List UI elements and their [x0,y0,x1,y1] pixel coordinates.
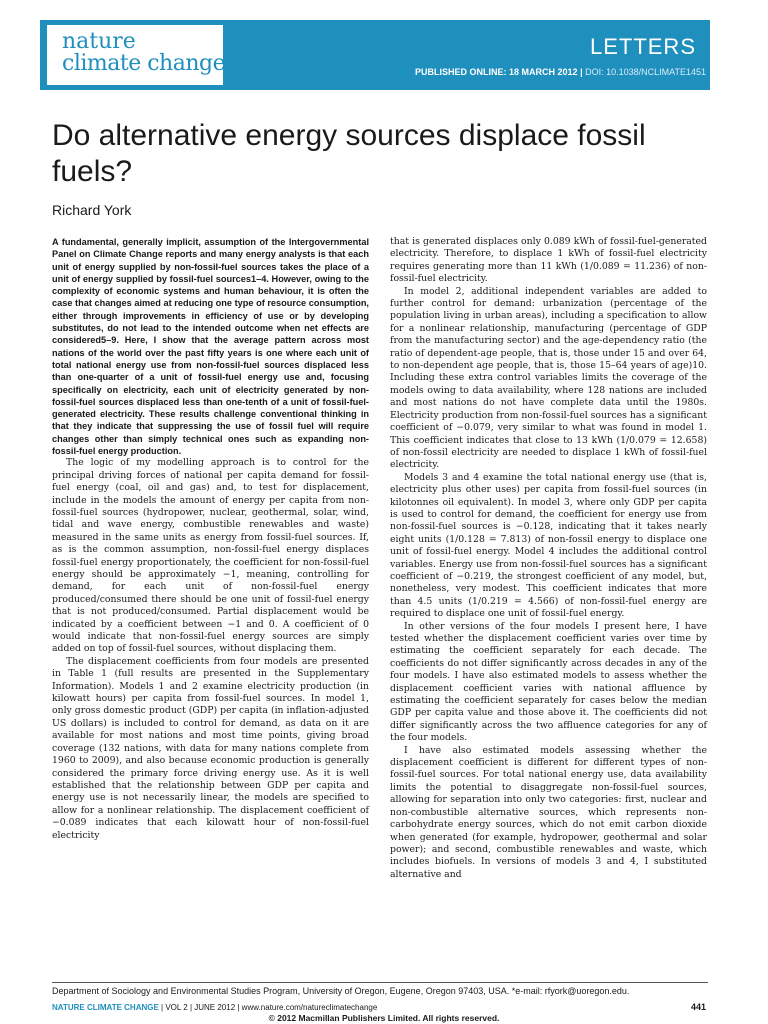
body-paragraph: The logic of my modelling approach is to control for the principal driving forces of national per capita demand for fossil-fuel energy (coal, oil and gas) and, to test for displacement, include in the models the amount of energy per capita from non-fossil-fuel sources (hydropower, nuclear, geothermal, solar, wind, tidal and wave energy, combustible renewables and waste) measured in the same units as energy from fossil-fuel sources. If, as is the common assumption, non-fossil-fuel energy displaces fossil-fuel energy proportionately, the coefficient for non-fossil-fuel energy should be approximately −1, meaning, controlling for demand, for each unit of non-fossil-fuel energy produced/consumed there should be one unit of fossil-fuel energy that is not produced/consumed. Partial displacement would be indicated by a coefficient between −1 and 0. A coefficient of 0 would indicate that non-fossil-fuel energy sources are simply added on top of fossil-fuel sources, without displacing them. [52,457,369,655]
footer-journal-info [52,1003,377,1012]
publication-info [415,67,706,77]
body-paragraph: Models 3 and 4 examine the total national energy use (that is, electricity plus other uses) per capita from fossil-fuel sources (in kilotonnes oil equivalent). In model 3, where only GDP per capita is used to control for demand, the coefficient for energy use from non-fossil-fuel sources is −0.128, indicating that it takes nearly eight units (1/0.128 = 7.813) of non-fossil energy to displace one unit of fossil-fuel energy. Model 4 includes the additional control variables. Energy use from non-fossil-fuel sources has a significant coefficient of −0.219, the strongest coefficient of any model, but, nonetheless, very modest. This coefficient indicates that more than 4.5 units (1/0.219 = 4.566) of non-fossil-fuel energy are required to displace one unit of fossil-fuel energy. [390,471,707,620]
right-column [390,236,707,881]
logo-line-climate-change: climate change [62,51,226,76]
abstract: A fundamental, generally implicit, assumption of the Intergovernmental Panel on Climate Change reports and many energy analysts is that each unit of energy supplied by non-fossil-fuel sources takes the place of a unit of energy supplied by fossil-fuel sources1–4. However, owing to the complexity of economic systems and human behaviour, it is often the case that changes aimed at reducing one type of resource consumption, either through improvements in efficiency of use or by developing substitutes, do not lead to the intended outcome when net effects are considered5–9. Here, I show that the average pattern across most nations of the world over the past fifty years is one where each unit of total national energy use from non-fossil-fuel sources displaced less than one-quarter of a unit of fossil-fuel energy use and, focusing specifically on electricity, each unit of electricity generated by non-fossil-fuel sources displaced less than one-tenth of a unit of fossil-fuel-generated electricity. These results challenge conventional thinking in that they indicate that suppressing the use of fossil fuel will require changes other than simply technical ones such as expanding non-fossil-fuel energy production. [52,237,369,457]
published-date: PUBLISHED ONLINE: 18 MARCH 2012 [415,67,578,77]
author-affiliation: Department of Sociology and Environmental Studies Program, University of Oregon, Eugene, Oregon 97403, USA. *e-mail: rfyork@uoregon.edu. [52,986,630,996]
body-paragraph: In model 2, additional independent variables are added to further control for demand: urbanization (percentage of the population living in urban areas), including a specification to allow for a nonlinear relationship, manufacturing (percentage of GDP from the manufacturing sector) and the age-dependency ratio (the ratio of dependent-age people, that is, those under 15 and over 64, to non-dependent age people, that is, those 15–64 years of age)10. Including these extra control variables limits the coverage of the models owing to data availability, where 128 nations are included and most nations do not have complete data until the 1980s. Electricity production from non-fossil-fuel sources has a significant coefficient of −0.079, very similar to what was found in model 1. This coefficient indicates that close to 13 kWh (1/0.079 = 12.658) of non-fossil electricity are needed to displace 1 kWh of fossil-fuel electricity. [390,285,707,471]
page-number: 441 [690,1002,706,1012]
copyright-notice: © 2012 Macmillan Publishers Limited. All rights reserved. [268,1013,500,1023]
doi-link[interactable]: DOI: 10.1038/NCLIMATE1451 [585,67,706,77]
article-author: Richard York [52,202,132,218]
body-paragraph: In other versions of the four models I present here, I have tested whether the displacement coefficient varies over time by estimating the coefficient separately for each decade. The coefficients do not differ significantly across decades in any of the four models. I have also estimated models to assess whether the displacement coefficient varies with national affluence by estimating the coefficient separately for cases below the median GDP per capita value and those above it. The coefficients did not differ significantly across the two affluence categories for any of the four models. [390,620,707,744]
footer-issue-info: | VOL 2 | JUNE 2012 | www.nature.com/natureclimatechange [158,1003,378,1012]
body-paragraph: that is generated displaces only 0.089 kWh of fossil-fuel-generated electricity. Therefore, to displace 1 kWh of fossil-fuel electricity requires generating more than 11 kWh (1/0.089 = 11.236) of non-fossil-fuel electricity. [390,236,707,285]
body-paragraph: The displacement coefficients from four models are presented in Table 1 (full results are presented in the Supplementary Information). Models 1 and 2 examine electricity production (in kilowatt hours) per capita from fossil-fuel sources. In model 1, only gross domestic product (GDP) per capita (in inflation-adjusted US dollars) is included to control for demand, as data on it are available for most nations and most time points, giving broad coverage (132 nations, with data for many nations complete from 1960 to 2009), and also because economic production is generally considered the primary force driving energy use. As it is well established that the relationship between GDP per capita and energy use is not necessarily linear, the models are specified to allow for a nonlinear relationship. The displacement coefficient of −0.089 indicates that each kilowatt hour of non-fossil-fuel electricity [52,655,369,841]
left-column [52,236,369,842]
pubinfo-separator: | [577,67,586,77]
logo-line-nature: nature [62,29,136,54]
footer-divider [52,982,708,983]
section-label: LETTERS [589,34,696,59]
footer-journal-name: NATURE CLIMATE CHANGE [52,1003,159,1012]
body-paragraph: I have also estimated models assessing whether the displacement coefficient is different for different types of non-fossil-fuel sources. For total national energy use, data availability limits the potential to disaggregate non-fossil-fuel sources, allowing for separation into only two categories: first, nuclear and non-combustible alternative sources, which represents non-carbohydrate energy sources, which do not emit carbon dioxide when generated (for example, hydropower, geothermal and solar power); and second, combustible renewables and waste, which includes biofuels. In versions of models 3 and 4, I substituted alternative and [390,744,707,880]
article-title: Do alternative energy sources displace fossil fuels? [52,119,646,188]
